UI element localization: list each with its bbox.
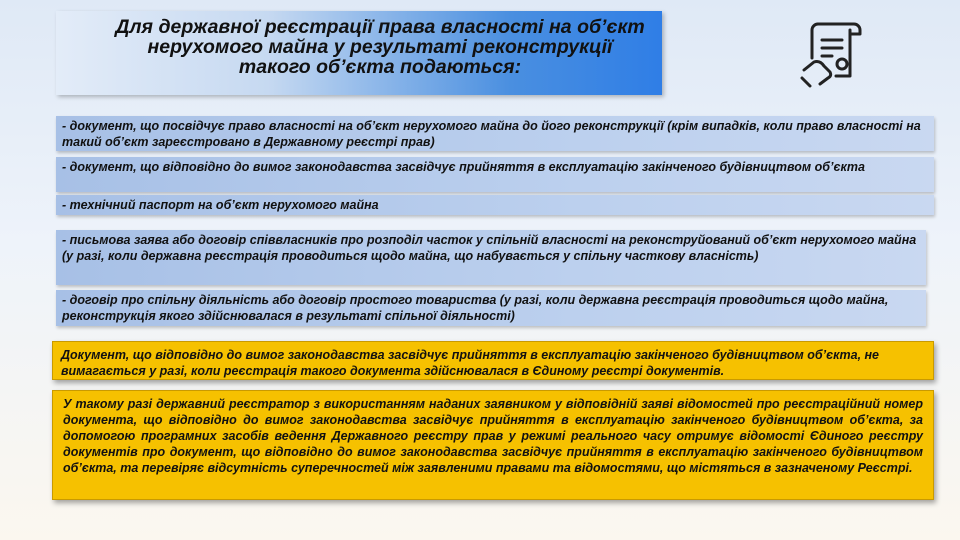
- list-item: - документ, що відповідно до вимог законодавства засвідчує прийняття в експлуатацію закінченого будівництвом об’єкта: [56, 157, 934, 192]
- note-box-2: У такому разі державний реєстратор з використанням наданих заявником у відповідній заяві відомостей про реєстраційний номер документа, що відповідно до вимог законодавства засвідчує прийняття в експлуатацію закінченого будівництвом об’єкта, за допомогою програмних засобів ведення Державного реєстру прав у режимі реального часу отримує відомості Єдиного реєстру документів про документ, що відповідно до вимог законодавства засвідчує прийняття в експлуатацію закінченого будівництвом об’єкта, та перевіряє відсутність суперечностей між заявленими правами та відомостями, що містяться в зазначеному Реєстрі.: [52, 390, 934, 500]
- list-item: - письмова заява або договір співвласників про розподіл часток у спільній власності на реконструйований об’єкт нерухомого майна (у разі, коли державна реєстрація проводиться щодо майна, що набувається у спільну часткову власність): [56, 230, 926, 285]
- certificate-document-icon: [800, 18, 864, 88]
- title-line-3: такого об’єкта подаються:: [238, 56, 522, 78]
- note-box-1: Документ, що відповідно до вимог законодавства засвідчує прийняття в експлуатацію закінченого будівництвом об’єкта, не вимагається у разі, коли реєстрація такого документа здійснювалася в Єдиному реєстрі документів.: [52, 341, 934, 380]
- title-line-1: Для державної реєстрації права власності на об’єкт: [115, 16, 645, 38]
- list-item: - документ, що посвідчує право власності на об’єкт нерухомого майна до його реконструкції (крім випадків, коли право власності на такий об’єкт зареєстровано в Державному реєстрі прав): [56, 116, 934, 151]
- title-line-2: нерухомого майна у результаті реконструкції: [147, 36, 613, 58]
- list-item: - договір про спільну діяльність або договір простого товариства (у разі, коли державна реєстрація проводиться щодо майна, реконструкція якого здійснювалася в результаті спільної діяльності): [56, 290, 926, 326]
- page-title: [60, 17, 700, 77]
- list-item: - технічний паспорт на об’єкт нерухомого майна: [56, 195, 934, 215]
